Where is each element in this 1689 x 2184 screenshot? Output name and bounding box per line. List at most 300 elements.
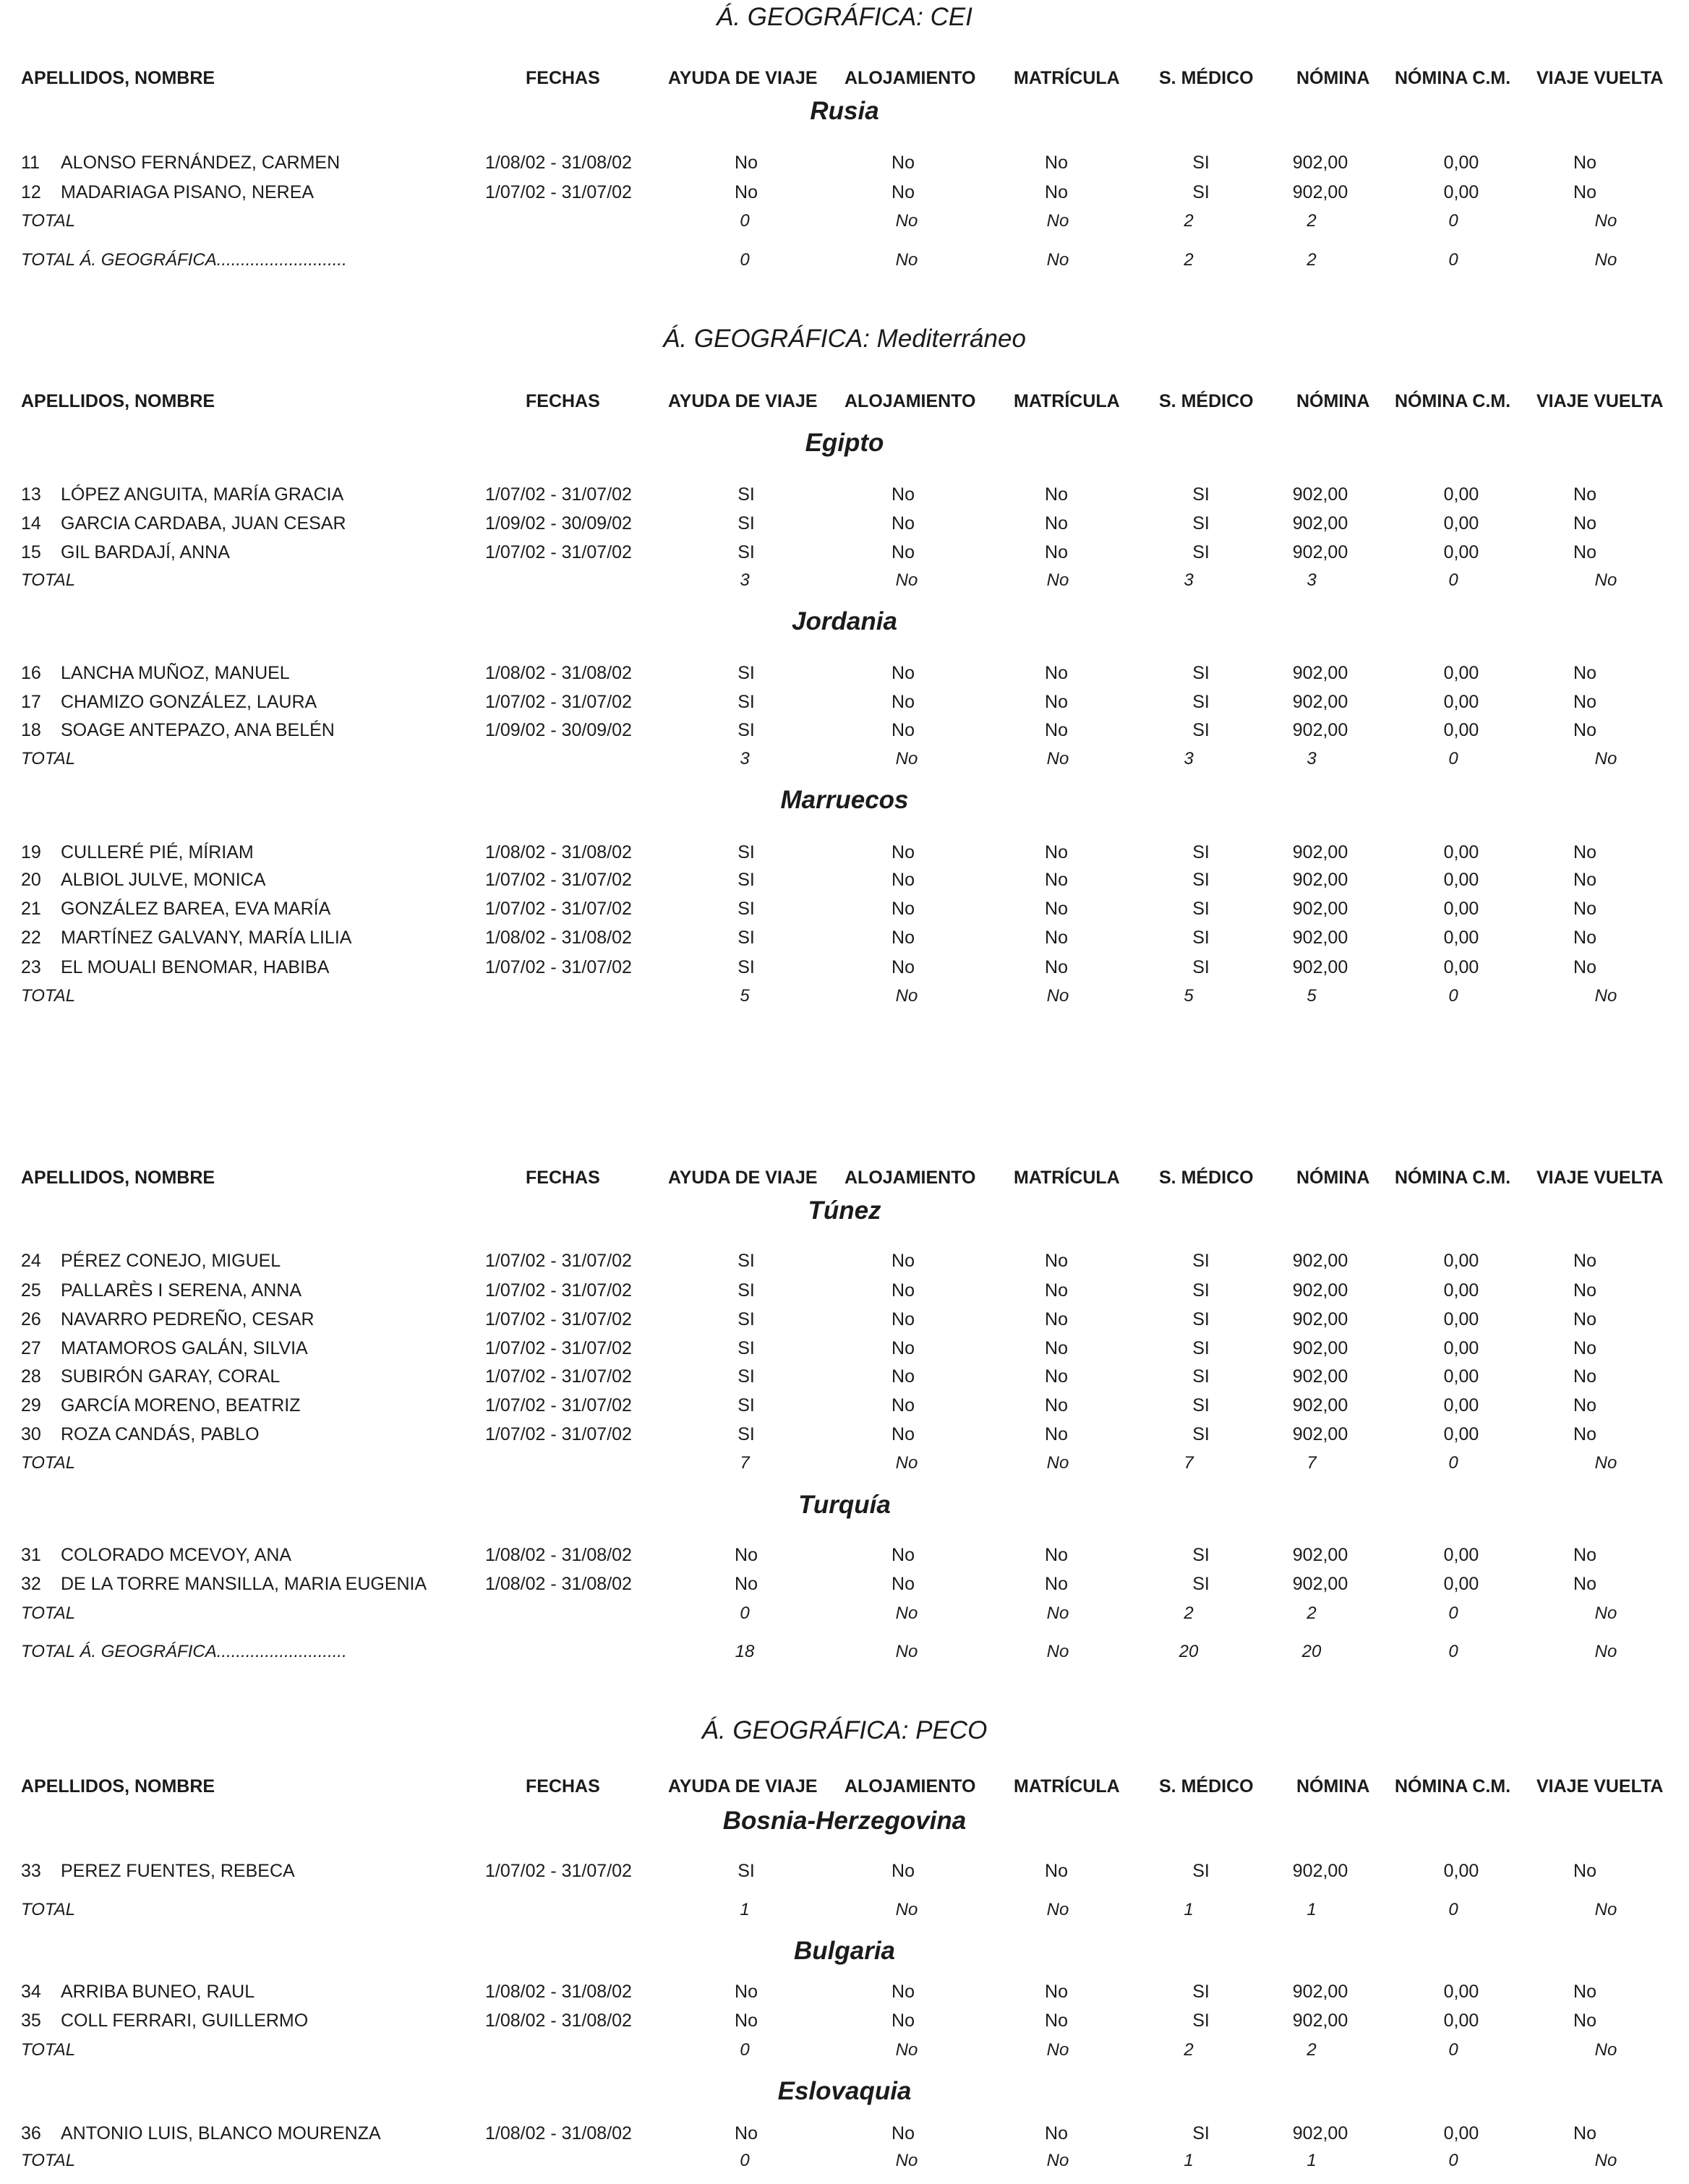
row-value-4: 902,00 [1292,1424,1348,1444]
row-value-0: SI [737,1366,755,1387]
row-value-0: SI [737,957,755,977]
column-header-4: MATRÍCULA [1014,68,1120,88]
total-value-2: No [1046,1453,1069,1473]
row-dates: 1/07/02 - 31/07/02 [485,899,632,919]
row-value-4: 902,00 [1292,1366,1348,1387]
row-value-3: SI [1192,720,1210,740]
row-value-0: SI [737,1338,755,1358]
row-value-4: 902,00 [1292,692,1348,712]
column-header-0: APELLIDOS, NOMBRE [21,1776,215,1797]
total-value-0: 0 [740,1603,750,1623]
row-value-3: SI [1192,484,1210,505]
total-value-3: 7 [1184,1453,1194,1473]
column-header-4: MATRÍCULA [1014,1776,1120,1797]
column-header-1: FECHAS [526,68,600,88]
row-value-0: SI [737,1309,755,1329]
row-dates: 1/08/02 - 31/08/02 [485,928,632,948]
row-value-6: No [1573,1545,1596,1565]
total-value-3: 5 [1184,986,1194,1006]
row-value-5: 0,00 [1443,957,1479,977]
row-value-0: No [735,1574,758,1594]
total-value-5: 0 [1448,1642,1458,1661]
row-name: GARCIA CARDABA, JUAN CESAR [61,513,346,534]
row-value-1: No [891,1366,915,1387]
row-value-2: No [1045,1395,1068,1416]
total-value-0: 1 [740,1900,750,1919]
column-header-0: APELLIDOS, NOMBRE [21,68,215,88]
row-number: 16 [21,663,41,683]
total-label: TOTAL [21,1453,76,1473]
row-value-5: 0,00 [1443,1861,1479,1881]
row-value-6: No [1573,1366,1596,1387]
row-name: NAVARRO PEDREÑO, CESAR [61,1309,315,1329]
total-label: TOTAL [21,749,76,768]
row-value-3: SI [1192,182,1210,202]
row-number: 27 [21,1338,41,1358]
total-value-2: No [1046,1900,1069,1919]
row-dates: 1/07/02 - 31/07/02 [485,182,632,202]
row-value-3: SI [1192,1545,1210,1565]
column-header-4: MATRÍCULA [1014,391,1120,411]
total-value-2: No [1046,986,1069,1006]
row-value-1: No [891,899,915,919]
column-header-1: FECHAS [526,1168,600,1188]
column-header-4: MATRÍCULA [1014,1168,1120,1188]
row-dates: 1/07/02 - 31/07/02 [485,1395,632,1416]
row-value-1: No [891,1861,915,1881]
row-value-2: No [1045,484,1068,505]
row-value-5: 0,00 [1443,2010,1479,2031]
row-value-3: SI [1192,928,1210,948]
row-value-5: 0,00 [1443,513,1479,534]
total-value-1: No [895,570,918,590]
total-label: TOTAL [21,211,76,231]
row-value-2: No [1045,1424,1068,1444]
total-label: TOTAL [21,986,76,1006]
row-value-0: SI [737,720,755,740]
row-value-0: SI [737,1424,755,1444]
row-value-6: No [1573,663,1596,683]
row-value-4: 902,00 [1292,870,1348,890]
column-header-3: ALOJAMIENTO [844,1168,976,1188]
row-value-5: 0,00 [1443,692,1479,712]
total-value-5: 0 [1448,1603,1458,1623]
total-value-3: 3 [1184,749,1194,768]
row-value-0: SI [737,513,755,534]
row-value-6: No [1573,542,1596,562]
row-dates: 1/08/02 - 31/08/02 [485,1982,632,2002]
row-value-6: No [1573,957,1596,977]
row-name: GONZÁLEZ BAREA, EVA MARÍA [61,899,331,919]
row-value-3: SI [1192,1424,1210,1444]
row-value-4: 902,00 [1292,513,1348,534]
row-dates: 1/07/02 - 31/07/02 [485,484,632,505]
row-value-5: 0,00 [1443,1574,1479,1594]
row-dates: 1/09/02 - 30/09/02 [485,513,632,534]
row-value-2: No [1045,1574,1068,1594]
total-value-6: No [1594,986,1617,1006]
row-value-5: 0,00 [1443,1280,1479,1301]
row-value-0: SI [737,1861,755,1881]
row-value-4: 902,00 [1292,1280,1348,1301]
total-value-6: No [1594,570,1617,590]
row-dates: 1/07/02 - 31/07/02 [485,692,632,712]
row-name: GARCÍA MORENO, BEATRIZ [61,1395,301,1416]
row-value-4: 902,00 [1292,182,1348,202]
row-value-1: No [891,1309,915,1329]
row-value-5: 0,00 [1443,1338,1479,1358]
row-value-0: SI [737,928,755,948]
row-value-3: SI [1192,153,1210,173]
row-number: 17 [21,692,41,712]
total-value-3: 1 [1184,1900,1194,1919]
column-header-2: AYUDA DE VIAJE [668,1776,818,1797]
row-value-1: No [891,1574,915,1594]
row-number: 33 [21,1861,41,1881]
total-value-0: 0 [740,2040,750,2060]
row-name: SOAGE ANTEPAZO, ANA BELÉN [61,720,335,740]
column-header-2: AYUDA DE VIAJE [668,1168,818,1188]
column-header-8: VIAJE VUELTA [1536,1776,1664,1797]
row-value-4: 902,00 [1292,957,1348,977]
row-value-0: SI [737,542,755,562]
column-header-6: NÓMINA [1296,68,1370,88]
row-dates: 1/07/02 - 31/07/02 [485,957,632,977]
row-name: ANTONIO LUIS, BLANCO MOURENZA [61,2123,381,2144]
row-value-6: No [1573,2123,1596,2144]
row-value-4: 902,00 [1292,542,1348,562]
column-header-7: NÓMINA C.M. [1395,1168,1511,1188]
row-dates: 1/07/02 - 31/07/02 [485,870,632,890]
row-value-0: SI [737,870,755,890]
column-header-7: NÓMINA C.M. [1395,391,1511,411]
row-number: 32 [21,1574,41,1594]
row-name: PALLARÈS I SERENA, ANNA [61,1280,302,1301]
row-number: 13 [21,484,41,505]
total-value-1: No [895,749,918,768]
row-dates: 1/08/02 - 31/08/02 [485,2123,632,2144]
row-value-1: No [891,928,915,948]
total-value-4: 3 [1307,570,1317,590]
total-value-6: No [1594,1453,1617,1473]
row-value-6: No [1573,870,1596,890]
column-header-0: APELLIDOS, NOMBRE [21,391,215,411]
row-value-5: 0,00 [1443,1366,1479,1387]
row-name: CULLERÉ PIÉ, MÍRIAM [61,842,254,862]
total-value-5: 0 [1448,1900,1458,1919]
row-value-4: 902,00 [1292,899,1348,919]
row-value-4: 902,00 [1292,153,1348,173]
row-number: 26 [21,1309,41,1329]
total-value-6: No [1594,1900,1617,1919]
row-number: 28 [21,1366,41,1387]
total-value-0: 0 [740,250,750,270]
row-value-2: No [1045,513,1068,534]
row-value-1: No [891,513,915,534]
row-value-3: SI [1192,899,1210,919]
total-value-3: 20 [1179,1642,1199,1661]
row-name: COLORADO MCEVOY, ANA [61,1545,292,1565]
row-value-2: No [1045,692,1068,712]
row-value-0: SI [737,692,755,712]
row-value-4: 902,00 [1292,842,1348,862]
row-value-2: No [1045,1280,1068,1301]
total-value-2: No [1046,211,1069,231]
total-label: TOTAL [21,2151,76,2170]
column-header-0: APELLIDOS, NOMBRE [21,1168,215,1188]
row-value-5: 0,00 [1443,1309,1479,1329]
row-value-2: No [1045,1338,1068,1358]
total-value-1: No [895,1603,918,1623]
total-label: TOTAL [21,570,76,590]
row-value-0: SI [737,899,755,919]
row-number: 20 [21,870,41,890]
row-dates: 1/07/02 - 31/07/02 [485,1424,632,1444]
total-value-2: No [1046,2040,1069,2060]
column-header-3: ALOJAMIENTO [844,391,976,411]
total-value-2: No [1046,1603,1069,1623]
total-value-1: No [895,211,918,231]
column-header-7: NÓMINA C.M. [1395,1776,1511,1797]
column-header-7: NÓMINA C.M. [1395,68,1511,88]
row-value-2: No [1045,957,1068,977]
row-value-4: 902,00 [1292,1395,1348,1416]
row-value-4: 902,00 [1292,720,1348,740]
column-header-6: NÓMINA [1296,1776,1370,1797]
total-value-4: 5 [1307,986,1317,1006]
total-value-3: 2 [1184,211,1194,231]
row-number: 22 [21,928,41,948]
column-header-3: ALOJAMIENTO [844,68,976,88]
row-number: 24 [21,1251,41,1271]
total-value-5: 0 [1448,250,1458,270]
row-value-2: No [1045,2010,1068,2031]
row-name: PÉREZ CONEJO, MIGUEL [61,1251,281,1271]
total-value-6: No [1594,1642,1617,1661]
row-value-1: No [891,484,915,505]
row-name: EL MOUALI BENOMAR, HABIBA [61,957,330,977]
total-value-6: No [1594,749,1617,768]
column-header-5: S. MÉDICO [1159,68,1254,88]
row-value-2: No [1045,842,1068,862]
total-value-0: 3 [740,749,750,768]
row-value-5: 0,00 [1443,870,1479,890]
row-value-6: No [1573,842,1596,862]
row-value-2: No [1045,153,1068,173]
row-value-0: No [735,1545,758,1565]
row-number: 19 [21,842,41,862]
row-value-3: SI [1192,1366,1210,1387]
row-value-3: SI [1192,1574,1210,1594]
total-value-1: No [895,1900,918,1919]
row-value-3: SI [1192,870,1210,890]
row-value-3: SI [1192,663,1210,683]
row-dates: 1/07/02 - 31/07/02 [485,542,632,562]
row-value-2: No [1045,720,1068,740]
row-value-6: No [1573,1280,1596,1301]
row-name: LÓPEZ ANGUITA, MARÍA GRACIA [61,484,344,505]
row-value-6: No [1573,153,1596,173]
row-value-3: SI [1192,1309,1210,1329]
country-name: Jordania [792,607,897,635]
total-value-1: No [895,2040,918,2060]
row-value-5: 0,00 [1443,899,1479,919]
total-value-0: 5 [740,986,750,1006]
row-dates: 1/08/02 - 31/08/02 [485,2010,632,2031]
total-value-2: No [1046,749,1069,768]
total-value-4: 3 [1307,749,1317,768]
row-dates: 1/09/02 - 30/09/02 [485,720,632,740]
region-title: Á. GEOGRÁFICA: CEI [717,3,972,31]
total-value-3: 2 [1184,1603,1194,1623]
total-value-5: 0 [1448,749,1458,768]
row-value-4: 902,00 [1292,1574,1348,1594]
row-value-1: No [891,1338,915,1358]
row-value-0: SI [737,842,755,862]
row-dates: 1/07/02 - 31/07/02 [485,1366,632,1387]
total-value-4: 1 [1307,2151,1317,2170]
row-value-3: SI [1192,692,1210,712]
row-value-4: 902,00 [1292,1861,1348,1881]
row-value-5: 0,00 [1443,153,1479,173]
row-value-6: No [1573,484,1596,505]
total-value-1: No [895,2151,918,2170]
total-value-6: No [1594,2040,1617,2060]
row-value-5: 0,00 [1443,1424,1479,1444]
column-header-3: ALOJAMIENTO [844,1776,976,1797]
total-value-3: 1 [1184,2151,1194,2170]
row-value-3: SI [1192,1982,1210,2002]
row-value-2: No [1045,899,1068,919]
row-value-1: No [891,1545,915,1565]
row-value-2: No [1045,1545,1068,1565]
region-title: Á. GEOGRÁFICA: PECO [701,1716,988,1744]
row-value-2: No [1045,2123,1068,2144]
total-value-6: No [1594,2151,1617,2170]
row-value-4: 902,00 [1292,1338,1348,1358]
row-value-5: 0,00 [1443,1545,1479,1565]
row-name: MATAMOROS GALÁN, SILVIA [61,1338,308,1358]
total-label: TOTAL [21,1603,76,1623]
row-value-6: No [1573,1574,1596,1594]
row-value-3: SI [1192,1395,1210,1416]
row-number: 11 [21,153,40,173]
row-dates: 1/07/02 - 31/07/02 [485,1280,632,1301]
country-name: Rusia [810,97,879,125]
total-label: TOTAL Á. GEOGRÁFICA........................... [21,1642,347,1661]
total-value-0: 7 [740,1453,750,1473]
total-label: TOTAL Á. GEOGRÁFICA........................... [21,250,347,270]
country-name: Marruecos [780,786,909,814]
total-value-1: No [895,250,918,270]
total-value-5: 0 [1448,570,1458,590]
total-value-3: 3 [1184,570,1194,590]
column-header-5: S. MÉDICO [1159,1776,1254,1797]
row-number: 25 [21,1280,41,1301]
column-header-5: S. MÉDICO [1159,1168,1254,1188]
row-value-3: SI [1192,2010,1210,2031]
row-value-6: No [1573,692,1596,712]
row-value-3: SI [1192,2123,1210,2144]
row-value-2: No [1045,1251,1068,1271]
row-value-6: No [1573,1982,1596,2002]
row-dates: 1/07/02 - 31/07/02 [485,1338,632,1358]
row-value-5: 0,00 [1443,1982,1479,2002]
row-value-1: No [891,2010,915,2031]
total-label: TOTAL [21,2040,76,2060]
row-number: 29 [21,1395,41,1416]
row-value-0: No [735,2010,758,2031]
total-value-0: 3 [740,570,750,590]
total-value-5: 0 [1448,1453,1458,1473]
row-value-0: No [735,1982,758,2002]
row-value-2: No [1045,1861,1068,1881]
row-dates: 1/08/02 - 31/08/02 [485,1545,632,1565]
row-value-4: 902,00 [1292,1545,1348,1565]
row-number: 15 [21,542,41,562]
country-name: Túnez [808,1196,881,1225]
row-value-5: 0,00 [1443,1251,1479,1271]
total-value-2: No [1046,250,1069,270]
row-dates: 1/08/02 - 31/08/02 [485,842,632,862]
row-value-2: No [1045,870,1068,890]
total-value-4: 2 [1307,1603,1317,1623]
total-value-4: 7 [1307,1453,1317,1473]
row-value-0: SI [737,1251,755,1271]
row-name: ARRIBA BUNEO, RAUL [61,1982,255,2002]
row-value-1: No [891,1424,915,1444]
row-value-1: No [891,1251,915,1271]
column-header-1: FECHAS [526,391,600,411]
row-value-0: No [735,2123,758,2144]
total-value-0: 18 [735,1642,755,1661]
row-number: 12 [21,182,41,202]
row-value-6: No [1573,1251,1596,1271]
row-value-6: No [1573,182,1596,202]
region-title: Á. GEOGRÁFICA: Mediterráneo [663,325,1026,353]
total-value-5: 0 [1448,986,1458,1006]
row-name: ALONSO FERNÁNDEZ, CARMEN [61,153,341,173]
total-value-6: No [1594,211,1617,231]
row-value-6: No [1573,1395,1596,1416]
row-number: 18 [21,720,41,740]
row-value-6: No [1573,1861,1596,1881]
row-value-3: SI [1192,957,1210,977]
total-value-4: 2 [1307,211,1317,231]
total-value-3: 2 [1184,2040,1194,2060]
total-value-6: No [1594,250,1617,270]
row-value-4: 902,00 [1292,1309,1348,1329]
row-name: PEREZ FUENTES, REBECA [61,1861,295,1881]
total-value-2: No [1046,1642,1069,1661]
row-value-0: SI [737,484,755,505]
row-value-0: SI [737,1280,755,1301]
row-name: LANCHA MUÑOZ, MANUEL [61,663,290,683]
row-name: COLL FERRARI, GUILLERMO [61,2010,309,2031]
row-number: 14 [21,513,41,534]
row-value-5: 0,00 [1443,720,1479,740]
row-number: 35 [21,2010,41,2031]
row-value-3: SI [1192,842,1210,862]
row-number: 31 [21,1545,41,1565]
total-value-4: 20 [1301,1642,1322,1661]
row-value-6: No [1573,2010,1596,2031]
row-value-4: 902,00 [1292,1251,1348,1271]
total-value-4: 2 [1307,2040,1317,2060]
country-name: Bosnia-Herzegovina [722,1807,967,1835]
row-value-6: No [1573,513,1596,534]
row-value-2: No [1045,1309,1068,1329]
